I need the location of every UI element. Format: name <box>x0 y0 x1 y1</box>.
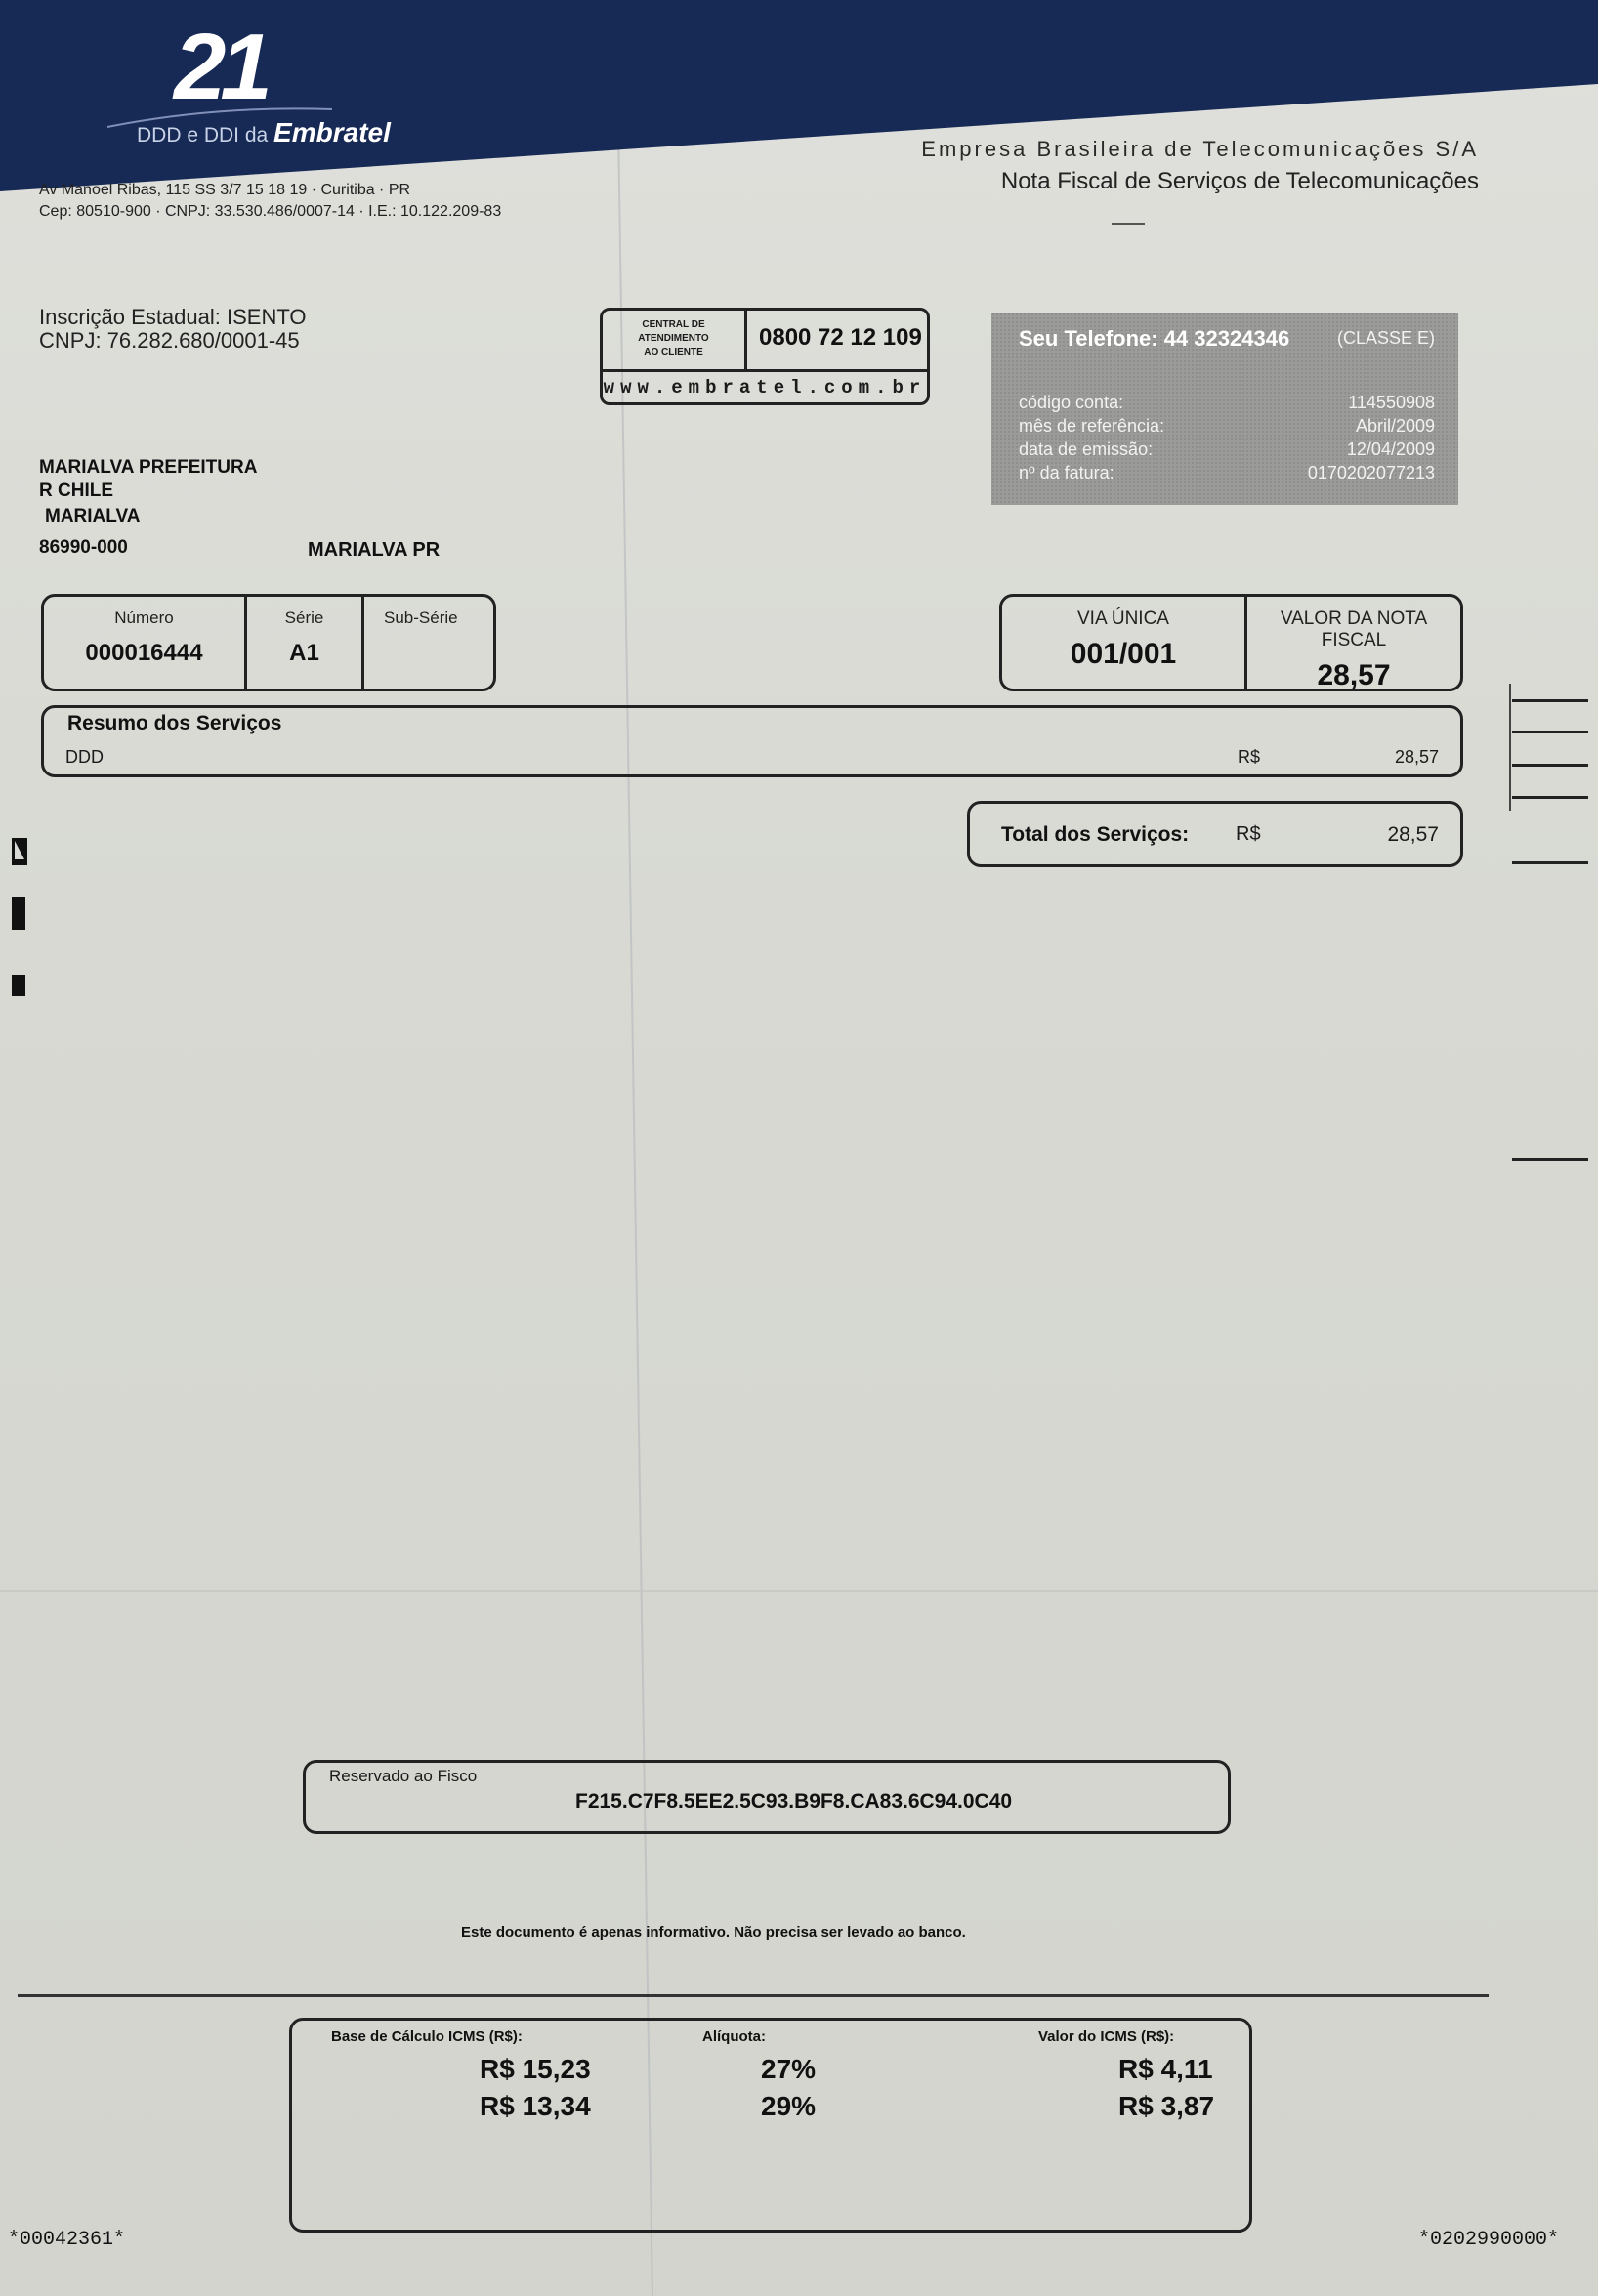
client-district: MARIALVA <box>45 506 141 526</box>
icms-box <box>289 2018 1252 2233</box>
icms-base-row1: R$ 15,23 <box>480 2054 591 2084</box>
divider-dash <box>1112 223 1145 225</box>
fisco-box <box>303 1760 1231 1834</box>
via-label: VIA ÚNICA <box>1077 608 1169 629</box>
numero-fatura-value: 0170202077213 <box>1307 463 1435 482</box>
services-total-box <box>967 801 1463 867</box>
numero-cell <box>44 597 247 689</box>
logo-subtitle-text: DDD e DDI da <box>137 124 269 146</box>
numero-fatura-label: nº da fatura: <box>1019 463 1114 482</box>
valor-cell <box>1247 597 1460 689</box>
icms-valor-row1: R$ 4,11 <box>1118 2054 1213 2084</box>
embratel-21-logo: 21 <box>174 15 267 119</box>
footer-code-left: *00042361* <box>8 2229 126 2251</box>
icms-valor-label: Valor do ICMS (R$): <box>1038 2028 1175 2045</box>
inscricao-estadual: Inscrição Estadual: ISENTO <box>39 305 307 329</box>
numero-value: 000016444 <box>85 640 203 666</box>
valor-label: VALOR DA NOTA FISCAL <box>1280 608 1428 650</box>
footer-code-right: *0202990000* <box>1417 2229 1559 2251</box>
via-value: 001/001 <box>1070 638 1177 670</box>
valor-value: 28,57 <box>1317 659 1391 691</box>
codigo-conta-label: código conta: <box>1019 393 1124 412</box>
data-emissao-value: 12/04/2009 <box>1346 439 1435 459</box>
mes-referencia-label: mês de referência: <box>1019 416 1165 436</box>
support-label-line3: AO CLIENTE <box>644 347 703 357</box>
serie-value: A1 <box>289 640 319 666</box>
issuer-address-line2: Cep: 80510-900 · CNPJ: 33.530.486/0007-14 · I.E.: 10.122.209-83 <box>39 203 502 220</box>
margin-tick <box>1512 731 1588 733</box>
total-label: Total dos Serviços: <box>1001 823 1190 846</box>
serie-label: Série <box>284 608 324 627</box>
logo-subtitle <box>137 117 391 148</box>
left-mark-triangle <box>12 838 31 865</box>
client-street: R CHILE <box>39 480 113 501</box>
icms-aliquota-row2: 29% <box>761 2091 817 2121</box>
customer-service-box <box>600 308 930 405</box>
client-name: MARIALVA PREFEITURA <box>39 457 258 478</box>
icms-base-label: Base de Cálculo ICMS (R$): <box>331 2028 523 2045</box>
mes-referencia-value: Abril/2009 <box>1355 416 1435 436</box>
margin-tick <box>1512 796 1588 799</box>
support-label-line1: CENTRAL DE <box>642 319 705 330</box>
codigo-conta-value: 114550908 <box>1348 393 1435 412</box>
fisco-code: F215.C7F8.5EE2.5C93.B9F8.CA83.6C94.0C40 <box>575 1790 1013 1813</box>
support-label-line2: ATENDIMENTO <box>638 333 709 344</box>
icms-base-row2: R$ 13,34 <box>480 2091 591 2121</box>
separator-line <box>18 1994 1489 1997</box>
support-label <box>603 311 747 369</box>
icms-valor-row2: R$ 3,87 <box>1118 2091 1215 2121</box>
account-info-panel <box>991 313 1458 505</box>
website-link[interactable]: www.embratel.com.br <box>603 377 927 398</box>
icms-aliquota-row1: 27% <box>761 2054 817 2084</box>
total-currency: R$ <box>1236 823 1261 845</box>
logo-brand: Embratel <box>273 117 391 147</box>
class-label: (CLASSE E) <box>1336 328 1435 348</box>
informative-notice: Este documento é apenas informativo. Não precisa ser levado ao banco. <box>461 1924 966 1941</box>
service-item-currency: R$ <box>1238 747 1261 767</box>
icms-aliquota-label: Alíquota: <box>702 2028 766 2045</box>
fold-line-horizontal <box>0 1590 1598 1592</box>
client-city: MARIALVA PR <box>308 539 441 561</box>
margin-line <box>1509 684 1511 811</box>
service-item-name: DDD <box>65 747 104 767</box>
data-emissao-label: data de emissão: <box>1019 439 1154 459</box>
subserie-label: Sub-Série <box>384 608 458 627</box>
client-cep: 86990-000 <box>39 537 128 558</box>
margin-tick <box>1512 699 1588 702</box>
numero-label: Número <box>114 608 174 627</box>
invoice-number-box <box>41 594 496 691</box>
margin-tick <box>1512 764 1588 767</box>
services-summary-box <box>41 705 1463 777</box>
via-cell <box>1002 597 1247 689</box>
document-title: Nota Fiscal de Serviços de Telecomunicações <box>1000 168 1479 194</box>
issuer-cnpj: CNPJ: 76.282.680/0001-45 <box>39 328 300 353</box>
left-mark <box>12 897 25 930</box>
margin-tick <box>1512 861 1588 864</box>
margin-tick <box>1512 1158 1588 1161</box>
serie-cell <box>247 597 364 689</box>
phone-number-label: Seu Telefone: 44 32324346 <box>1019 326 1290 351</box>
invoice-value-box <box>999 594 1463 691</box>
support-phone[interactable]: 0800 72 12 109 <box>759 324 922 351</box>
service-item-value: 28,57 <box>1394 747 1439 767</box>
total-value: 28,57 <box>1387 823 1439 846</box>
fisco-label: Reservado ao Fisco <box>329 1767 478 1785</box>
left-mark <box>12 975 25 996</box>
company-name: Empresa Brasileira de Telecomunicações S/A <box>921 137 1479 161</box>
services-title: Resumo dos Serviços <box>67 712 282 734</box>
issuer-address-line1: Av Manoel Ribas, 115 SS 3/7 15 18 19 · Curitiba · PR <box>39 182 411 198</box>
